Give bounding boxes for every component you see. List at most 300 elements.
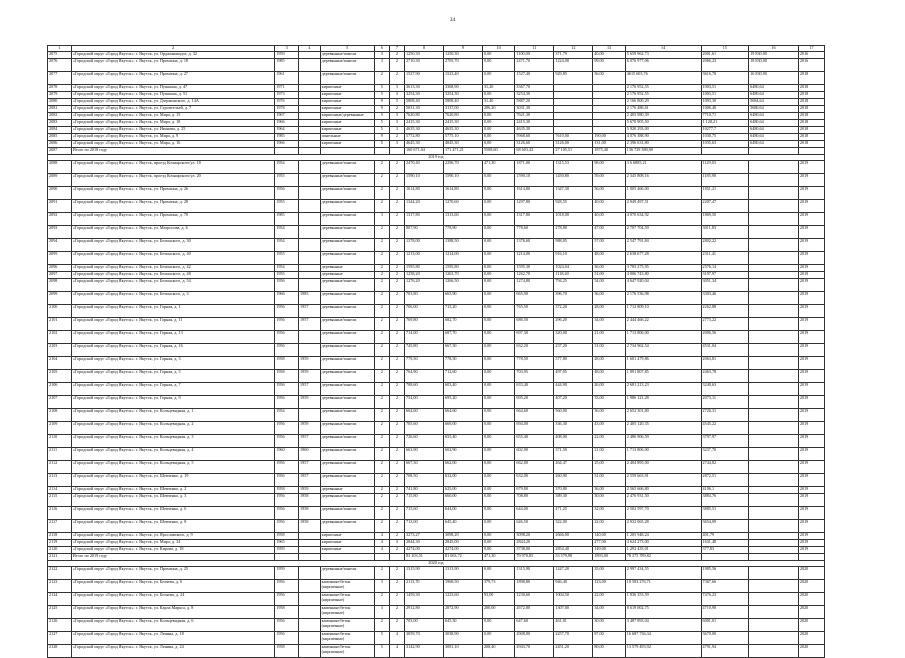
table-cell: «Городской округ «Город Якутск»: г. Якутск, ул. Шевченко, д. 6 [71, 507, 274, 520]
table-cell: 2 [389, 134, 404, 141]
table-cell: 3 [389, 85, 404, 92]
table-cell: 741,80 [405, 487, 444, 494]
table-cell [554, 99, 593, 106]
table-cell: 2099 [48, 292, 72, 305]
table-cell: 1224,00 [554, 59, 593, 72]
table-cell: 1976 [275, 99, 299, 106]
table-cell: 2 [389, 422, 404, 435]
table-cell: деревянные/панели [320, 318, 374, 331]
table-cell: 54,00 [593, 279, 625, 292]
table-cell: 68 603,42 [515, 148, 554, 155]
table-cell: 2 [389, 331, 404, 344]
table-cell: 0,00 [482, 422, 514, 435]
table-cell: 1954 [275, 226, 299, 239]
table-cell: 4635,30 [444, 127, 483, 134]
table-cell: 2090 [48, 187, 72, 200]
table-cell: 1 713 806,00 [625, 448, 701, 461]
table-cell [749, 554, 799, 561]
table-cell: 708,60 [405, 383, 444, 396]
table-cell [299, 134, 321, 141]
table-cell: деревянные/панели [320, 213, 374, 226]
table-cell: 1959 [275, 567, 299, 580]
table-cell: 237,20 [554, 344, 593, 357]
table-cell: 0,00 [482, 567, 514, 580]
table-cell [749, 331, 799, 344]
table-cell: деревянные/панели [320, 507, 374, 520]
table-cell: 1378,00 [405, 239, 444, 252]
table-row [48, 239, 825, 252]
column-number: 12 [554, 46, 593, 52]
column-number: 4 [299, 46, 321, 52]
table-cell [299, 85, 321, 92]
table-cell: 2 [389, 59, 404, 72]
table-cell: деревянные/панели [320, 239, 374, 252]
table-cell: 3254,30 [515, 92, 554, 99]
table-cell: 2113 [48, 474, 72, 487]
table-cell: 1003,51 [701, 85, 749, 92]
table-cell: 2078 [48, 85, 72, 92]
column-number: 11 [515, 46, 554, 52]
table-cell: 2107 [48, 396, 72, 409]
table-cell: 2 [389, 161, 404, 174]
table-cell: 2 547 791,84 [625, 239, 701, 252]
table-cell: 1 292 435,01 [625, 547, 701, 554]
table-cell: 3367,70 [515, 85, 554, 92]
table-cell [749, 161, 799, 174]
table-cell: 2019 [798, 344, 824, 357]
table-cell: 2 176 952,55 [625, 92, 701, 99]
table-cell [554, 85, 593, 92]
table-cell: 2101 [48, 318, 72, 331]
table-cell: 0,00 [482, 520, 514, 533]
table-cell: 2 [374, 487, 389, 494]
table-cell: 2086 [48, 141, 72, 148]
table-cell: 2120 [48, 547, 72, 554]
table-cell: 2 [374, 435, 389, 448]
table-cell: 769,80 [405, 318, 444, 331]
table-cell: 370,80 [554, 487, 593, 494]
table-cell: 726,60 [405, 435, 444, 448]
table-cell: «Городской округ «Город Якутск»: г. Якутск, ул. Горная, д. 16 [71, 344, 274, 357]
table-cell: 2116 [48, 507, 72, 520]
table-cell: 2 [389, 226, 404, 239]
table-cell: 136 729 380,90 [625, 148, 701, 155]
table-cell: 2020 [798, 580, 824, 593]
table-cell: 2470,40 [405, 161, 444, 174]
table-cell: 1315,90 [405, 567, 444, 580]
column-number: 6 [374, 46, 389, 52]
table-cell: 2019 [798, 487, 824, 494]
table-cell: 1956 [275, 593, 299, 606]
table-cell: 3 783 275,95 [625, 265, 701, 272]
table-cell: деревянные [320, 487, 374, 494]
table-cell: 3885,51 [701, 507, 749, 520]
table-cell: 206,20 [482, 106, 514, 113]
table-cell: 2110 [48, 435, 72, 448]
table-cell: 1958 [275, 487, 299, 494]
table-cell: 1958 [299, 520, 321, 533]
table-cell: 1614,80 [515, 187, 554, 200]
table-cell: 2001,61 [701, 52, 749, 59]
table-cell: 2018 [798, 99, 824, 106]
table-cell: кирпичные [320, 127, 374, 134]
table-cell: 2 [374, 161, 389, 174]
table-row [48, 134, 825, 141]
table-cell [749, 540, 799, 547]
table-cell: 1313,90 [444, 567, 483, 580]
table-cell: 28,00 [593, 305, 625, 318]
table-row [48, 52, 825, 59]
table-cell: 1960 [299, 448, 321, 461]
table-cell: кирпичные/деревянные [320, 113, 374, 120]
table-cell: 2019 [798, 474, 824, 487]
table-cell: 16 830,00 [749, 72, 799, 85]
table-cell: 5 [374, 113, 389, 120]
table-cell: 2 [389, 580, 404, 593]
table-cell: 2 404 895,00 [625, 461, 701, 474]
table-cell: 56,00 [593, 72, 625, 85]
table-cell: 2 [374, 507, 389, 520]
table-cell: 3 [389, 127, 404, 134]
table-cell: 2 [389, 448, 404, 461]
table-cell: 2 [389, 619, 404, 632]
table-row [48, 305, 825, 318]
table-cell: 4 070 634,92 [625, 213, 701, 226]
table-cell: 647,60 [515, 619, 554, 632]
table-cell: 2 638 677,28 [625, 252, 701, 265]
table-cell: 4635,30 [515, 127, 554, 134]
table-cell: 2113,70 [405, 580, 444, 593]
table-cell [749, 593, 799, 606]
table-cell: 1214,00 [444, 252, 483, 265]
table-cell: 3051,34 [701, 279, 749, 292]
table-cell: 3 6 6885,21 [625, 161, 701, 174]
table-cell: 633,40 [515, 383, 554, 396]
table-cell: 2 166 800,29 [625, 99, 701, 106]
table-cell: 2087 [48, 148, 72, 155]
table-cell: 2 [389, 474, 404, 487]
table-cell: 1956 [275, 187, 299, 200]
table-cell: 646,50 [515, 520, 554, 533]
table-row [48, 520, 825, 533]
table-cell: 2019 [798, 272, 824, 279]
table-cell: 0,00 [482, 318, 514, 331]
table-cell [299, 252, 321, 265]
table-cell: 1956 [275, 331, 299, 344]
table-cell: 3081,10 [444, 645, 483, 658]
table-cell: 2 [389, 252, 404, 265]
table-cell: 5808,40 [405, 99, 444, 106]
column-number: 8 [405, 46, 444, 52]
table-cell: 2 405 120,35 [625, 422, 701, 435]
table-cell: 208,40 [482, 645, 514, 658]
table-row [48, 344, 825, 357]
table-cell: 2 [374, 239, 389, 252]
table-cell: 1958 [275, 645, 299, 658]
table-cell: 2 444 466,22 [625, 318, 701, 331]
table-cell: 1018,00 [554, 213, 593, 226]
table-cell: 2019 [798, 174, 824, 187]
table-cell: 2802,22 [701, 239, 749, 252]
table-row [48, 461, 825, 474]
table-cell: 36,00 [593, 292, 625, 305]
table-cell: 687,70 [444, 331, 483, 344]
table-cell: 695,20 [515, 396, 554, 409]
table-cell: 1030,75 [701, 134, 749, 141]
table-row [48, 593, 825, 606]
table-cell: 2 [389, 533, 404, 540]
table-cell [749, 252, 799, 265]
table-cell [299, 127, 321, 134]
table-cell: «Городской округ «Город Якутск»: г. Якутск, ул. Беляева, д. 24 [71, 593, 274, 606]
table-cell: 1956 [275, 396, 299, 409]
table-cell: 2 [374, 72, 389, 85]
table-cell: 663,90 [405, 448, 444, 461]
table-cell: 703,00 [405, 619, 444, 632]
table-cell: 16 687 736,34 [625, 632, 701, 645]
table-cell: 7620,80 [405, 113, 444, 120]
table-cell: 9 [374, 99, 389, 106]
table-cell: 4274,00 [405, 547, 444, 554]
table-cell: 3059,70 [405, 632, 444, 645]
table-cell: 2 [389, 507, 404, 520]
column-number: 9 [444, 46, 483, 52]
table-cell: 679,80 [515, 487, 554, 494]
table-cell: 4791,94 [701, 645, 749, 658]
table-cell: 2 [374, 252, 389, 265]
table-cell: 2020 [798, 567, 824, 580]
table-cell: «Городской округ «Город Якутск»: г. Якутск, ул. Кольцевидная, д. 1 [71, 409, 274, 422]
table-cell: 2080 [48, 99, 72, 106]
table-cell: 389,30 [554, 494, 593, 507]
table-cell: 1956 [275, 435, 299, 448]
table-cell [299, 554, 321, 561]
table-row [48, 494, 825, 507]
table-cell [749, 357, 799, 370]
table-cell [749, 435, 799, 448]
table-cell [701, 554, 749, 561]
column-number: 16 [749, 46, 799, 52]
table-cell: 2 [389, 213, 404, 226]
table-cell: 2 681 213,23 [625, 383, 701, 396]
table-cell: 5775,10 [444, 134, 483, 141]
table-row [48, 127, 825, 134]
table-cell: «Городской округ «Город Якутск»: г. Якутск, ул. Горная, д. 5 [71, 370, 274, 383]
table-cell: 1230,60 [515, 593, 554, 606]
table-cell: 2705,70 [444, 59, 483, 72]
table-cell [749, 305, 799, 318]
table-cell: 34,00 [593, 318, 625, 331]
table-cell: 2119 [48, 540, 72, 547]
table-cell: 1958 [275, 357, 299, 370]
table-cell: 1590,10 [405, 174, 444, 187]
table-cell: 2103 [48, 344, 72, 357]
table-row [48, 92, 825, 99]
table-cell: 660,00 [444, 494, 483, 507]
table-cell: 3613,30 [405, 85, 444, 92]
table-row [48, 272, 825, 279]
table-cell: 2094 [48, 239, 72, 252]
table-cell: 1450,80 [554, 174, 593, 187]
table-cell: 27 105,51 [554, 148, 593, 155]
table-cell: 2 [374, 265, 389, 272]
table-cell: 1 128,21 [701, 120, 749, 127]
table-cell: 1274,80 [515, 279, 554, 292]
table-cell: 1959 [299, 487, 321, 494]
table-cell: 6001,01 [701, 619, 749, 632]
table-cell: 131,00 [593, 141, 625, 148]
column-number: 3 [275, 46, 299, 52]
table-cell: 686,50 [515, 318, 554, 331]
column-number: 17 [798, 46, 824, 52]
table-cell: 632,20 [515, 344, 554, 357]
table-cell: 2451,20 [554, 645, 593, 658]
table-cell: 2 [389, 494, 404, 507]
table-cell: 1527,90 [405, 72, 444, 85]
table-cell: 1966 [275, 120, 299, 127]
table-cell [299, 52, 321, 59]
table-cell [749, 409, 799, 422]
table-cell: 3126,00 [554, 141, 593, 148]
table-cell: «Городской округ «Город Якутск»: г. Якутск, ул. Мира, д. 16 [71, 141, 274, 148]
table-cell: 99,00 [593, 59, 625, 72]
table-cell [299, 113, 321, 120]
table-cell: 2415,30 [405, 120, 444, 127]
table-cell: 5 [374, 127, 389, 134]
table-cell: 2 [374, 567, 389, 580]
table-cell: 2019 [798, 422, 824, 435]
table-row [48, 331, 825, 344]
table-cell: 371,50 [554, 448, 593, 461]
table-cell: 1118,40 [554, 272, 593, 279]
table-cell: 2 [374, 226, 389, 239]
table-cell: 4 [374, 547, 389, 554]
table-row [48, 85, 825, 92]
table-cell: «Городской округ «Город Якутск»: г. Якутск, ул. Матросова, д. 6 [71, 226, 274, 239]
table-cell: 1956 [275, 461, 299, 474]
table-cell: 471,30 [482, 554, 514, 561]
table-row [48, 357, 825, 370]
year-section-label: 2020 год [48, 561, 825, 567]
table-cell [749, 422, 799, 435]
table-cell: 3237,70 [701, 448, 749, 461]
table-cell [374, 554, 389, 561]
table-cell: «Городской округ «Город Якутск»: г. Якутск, ул. Мира, д. 15 [71, 113, 274, 120]
table-cell: 3240,63 [701, 383, 749, 396]
table-cell: 1 712 809,10 [625, 305, 701, 318]
table-cell: 4 [374, 533, 389, 540]
table-cell: кирпичные [320, 106, 374, 113]
table-cell: 0,00 [482, 134, 514, 141]
table-cell: 602,90 [444, 448, 483, 461]
table-cell: «Городской округ «Город Якутск»: г. Якутск, ул. Кольцевидная, д. 2 [71, 422, 274, 435]
table-cell: 4615 603,76 [625, 72, 701, 85]
table-cell: 2018 [798, 127, 824, 134]
table-cell: 665,90 [444, 292, 483, 305]
table-cell: 2018 [798, 72, 824, 85]
table-cell: «Городской округ «Город Якутск»: г. Якутск, ул. Промзона, д. 28 [71, 200, 274, 213]
table-cell: 1213,00 [405, 252, 444, 265]
table-cell: 35,00 [593, 567, 625, 580]
table-cell: деревянные/панели [320, 305, 374, 318]
table-cell: 0,00 [482, 292, 514, 305]
table-cell: 2710,30 [405, 59, 444, 72]
table-cell: деревянные/панели [320, 292, 374, 305]
table-row [48, 120, 825, 127]
table-cell: деревянные/панели [320, 174, 374, 187]
table-cell: 43,00 [593, 422, 625, 435]
table-cell [299, 213, 321, 226]
table-cell: 0,00 [482, 507, 514, 520]
table-cell: 5 670 905,50 [625, 120, 701, 127]
table-cell: 1024,04 [554, 265, 593, 272]
table-cell: 1 836 353,59 [625, 593, 701, 606]
table-cell: 2102 [48, 331, 72, 344]
table-cell: 6480,64 [749, 141, 799, 148]
table-cell: деревянные/панели [320, 344, 374, 357]
table-cell: 3670,00 [701, 632, 749, 645]
table-cell: 1595,80 [405, 265, 444, 272]
table-cell: 0,00 [482, 370, 514, 383]
table-cell: 2019 [798, 461, 824, 474]
table-cell: 3303,46 [701, 292, 749, 305]
table-cell: 2 [389, 265, 404, 272]
table-cell: 2019 [798, 292, 824, 305]
table-cell: 78 375 789,82 [625, 554, 701, 561]
table-cell: 2773,22 [701, 318, 749, 331]
table-cell: 5968,60 [515, 134, 554, 141]
table-cell: 21,00 [593, 448, 625, 461]
table-cell: 9 [374, 134, 389, 141]
table-row [48, 409, 825, 422]
table-cell: 2 [389, 383, 404, 396]
table-cell [554, 127, 593, 134]
table-cell: 5 [374, 92, 389, 99]
table-cell: 36,00 [593, 487, 625, 494]
table-cell: 2 [389, 292, 404, 305]
table-cell: 2872,51 [701, 474, 749, 487]
table-cell: 2019 [798, 305, 824, 318]
table-cell: 13 579 493,92 [625, 645, 701, 658]
table-cell: 3797,97 [701, 435, 749, 448]
table-cell: 1315,90 [515, 567, 554, 580]
table-cell: 2006,56 [701, 331, 749, 344]
table-cell: 1851,21 [701, 187, 749, 200]
table-cell: 497,05 [554, 370, 593, 383]
table-cell: 1955 [275, 272, 299, 279]
table-cell: 2296,70 [444, 161, 483, 174]
table-cell: панельные [320, 134, 374, 141]
table-cell: 0,00 [482, 344, 514, 357]
table-cell: 2 [374, 474, 389, 487]
table-cell: 2 [389, 72, 404, 85]
table-cell: 2 [389, 409, 404, 422]
table-cell: 1614,80 [444, 187, 483, 200]
table-cell: 1985 [299, 292, 321, 305]
table-cell: 2 [389, 200, 404, 213]
table-cell: 3142,90 [405, 645, 444, 658]
table-cell: деревянные/панели [320, 422, 374, 435]
table-cell: 3137,00 [444, 106, 483, 113]
table-cell: «Городской округ «Город Якутск»: г. Якутск, ул. Белинского, д. 48 [71, 272, 274, 279]
table-cell: 7610,00 [554, 134, 593, 141]
table-cell: 47,00 [593, 226, 625, 239]
table-cell: 2019 [798, 396, 824, 409]
table-cell: 2127 [48, 632, 72, 645]
table-cell [749, 279, 799, 292]
table-cell: 664,60 [515, 409, 554, 422]
table-cell: 2415,30 [444, 120, 483, 127]
